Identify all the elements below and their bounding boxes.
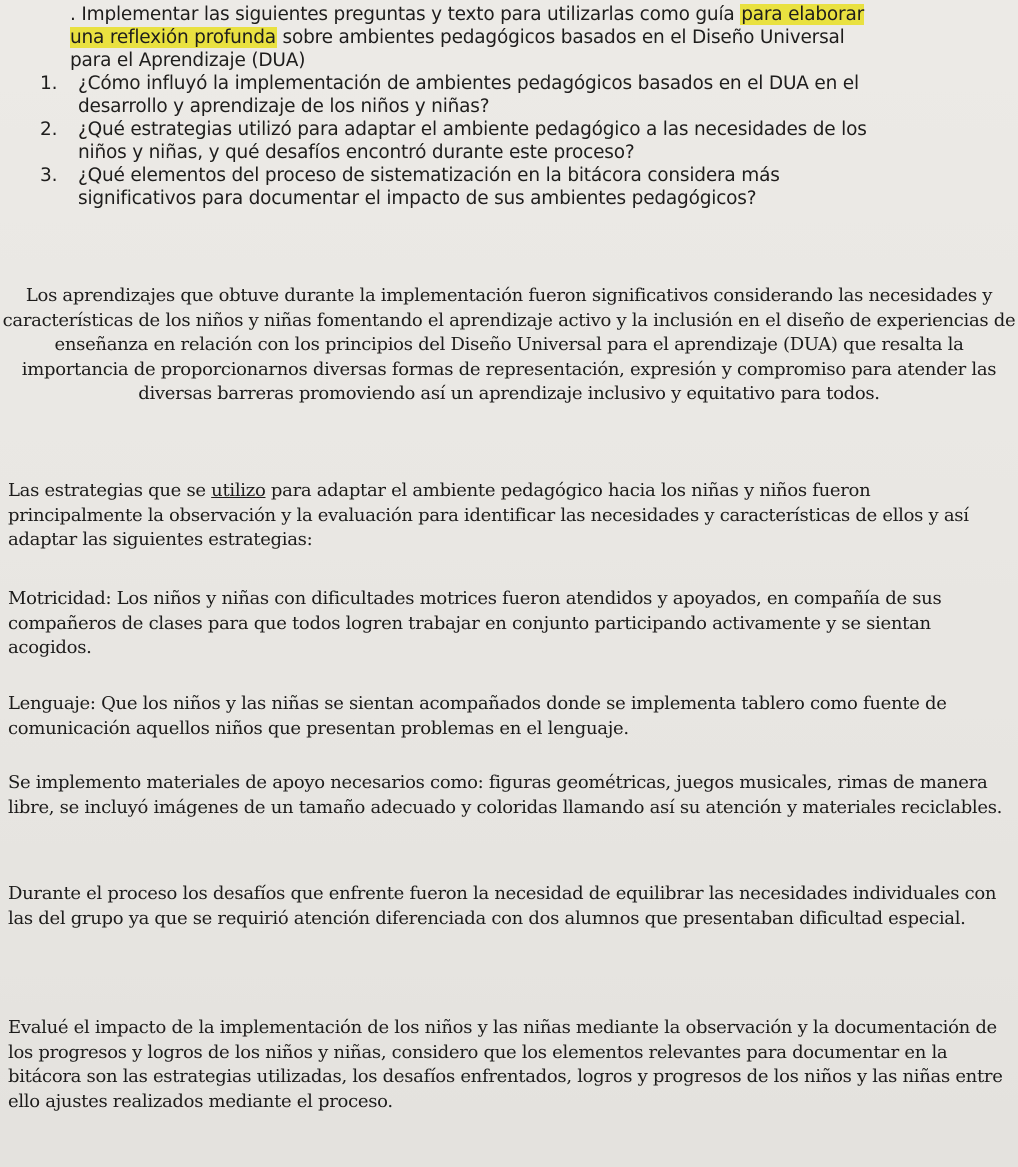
strategies-tail: para adaptar el ambiente pedagógico hacia los niñas y niños fueron principalmente la observación y la evaluación para identificar las necesidades y características de ellos y así adaptar las siguientes estrategias: <box>8 480 969 550</box>
intro-lead: . Implementar las siguientes preguntas y texto para utilizarlas como guía <box>70 4 741 25</box>
intro-tail: sobre ambientes pedagógicos basados en el Diseño Universal para el Aprendizaje (DUA) <box>70 27 845 71</box>
response-paragraph-materials: Se implemento materiales de apoyo necesarios como: figuras geométricas, juegos musicales, rimas de manera libre, se incluyó imágenes de un tamaño adecuado y coloridas llamando así su atención y materiales reciclables. <box>8 772 1003 818</box>
question-text: ¿Qué elementos del proceso de sistematización en la bitácora considera más significativos para documentar el impacto de sus ambientes pedagógicos? <box>78 165 780 209</box>
response-paragraph-evaluation: Evalué el impacto de la implementación de los niños y las niñas mediante la observación y la documentación de los progresos y logros de los niños y niñas, considero que los elementos relevantes para documentar en la bitácora son las estrategias utilizadas, los desafíos enfrentados, logros y progresos de los niños y las niñas entre ello ajustes realizados mediante el proceso. <box>8 1017 1003 1112</box>
question-text: ¿Cómo influyó la implementación de ambientes pedagógicos basados en el DUA en el desarrollo y aprendizaje de los niños y niñas? <box>78 73 859 117</box>
question-item <box>40 164 880 210</box>
question-number: 2. <box>40 119 58 140</box>
question-text: ¿Qué estrategias utilizó para adaptar el ambiente pedagógico a las necesidades de los niños y niñas, y qué desafíos encontró durante este proceso? <box>78 119 867 163</box>
question-number: 1. <box>40 73 58 94</box>
response-paragraph-learnings: Los aprendizajes que obtuve durante la implementación fueron significativos considerando las necesidades y características de los niños y niñas fomentando el aprendizaje activo y la inclusión en el diseño de experiencias de enseñanza en relación con los principios del Diseño Universal para el aprendizaje (DUA) que resalta la importancia de proporcionarnos diversas formas de representación, expresión y compromiso para atender las diversas barreras promoviendo así un aprendizaje inclusivo y equitativo para todos. <box>2 285 1016 404</box>
strategies-underlined-word: utilizo <box>211 480 266 501</box>
question-item <box>40 72 880 118</box>
instructions-intro <box>70 3 880 72</box>
response-paragraph-motricity: Motricidad: Los niños y niñas con dificultades motrices fueron atendidos y apoyados, en compañía de sus compañeros de clases para que todos logren trabajar en conjunto participando activamente y se sientan acogidos. <box>8 588 942 658</box>
question-number: 3. <box>40 165 58 186</box>
response-paragraph-strategies <box>8 479 1008 553</box>
response-paragraph-challenges: Durante el proceso los desafíos que enfrente fueron la necesidad de equilibrar las necesidades individuales con las del grupo ya que se requirió atención diferenciada con dos alumnos que presentaban dificultad especial. <box>8 883 997 929</box>
strategies-lead: Las estrategias que se <box>8 480 212 501</box>
instructions-block <box>40 3 880 210</box>
intro-highlight: para elaborar una reflexión profunda <box>70 4 864 48</box>
response-paragraph-language: Lenguaje: Que los niños y las niñas se sientan acompañados donde se implementa tablero como fuente de comunicación aquellos niños que presentan problemas en el lenguaje. <box>8 693 947 739</box>
questions-list <box>40 72 880 210</box>
question-item <box>40 118 880 164</box>
